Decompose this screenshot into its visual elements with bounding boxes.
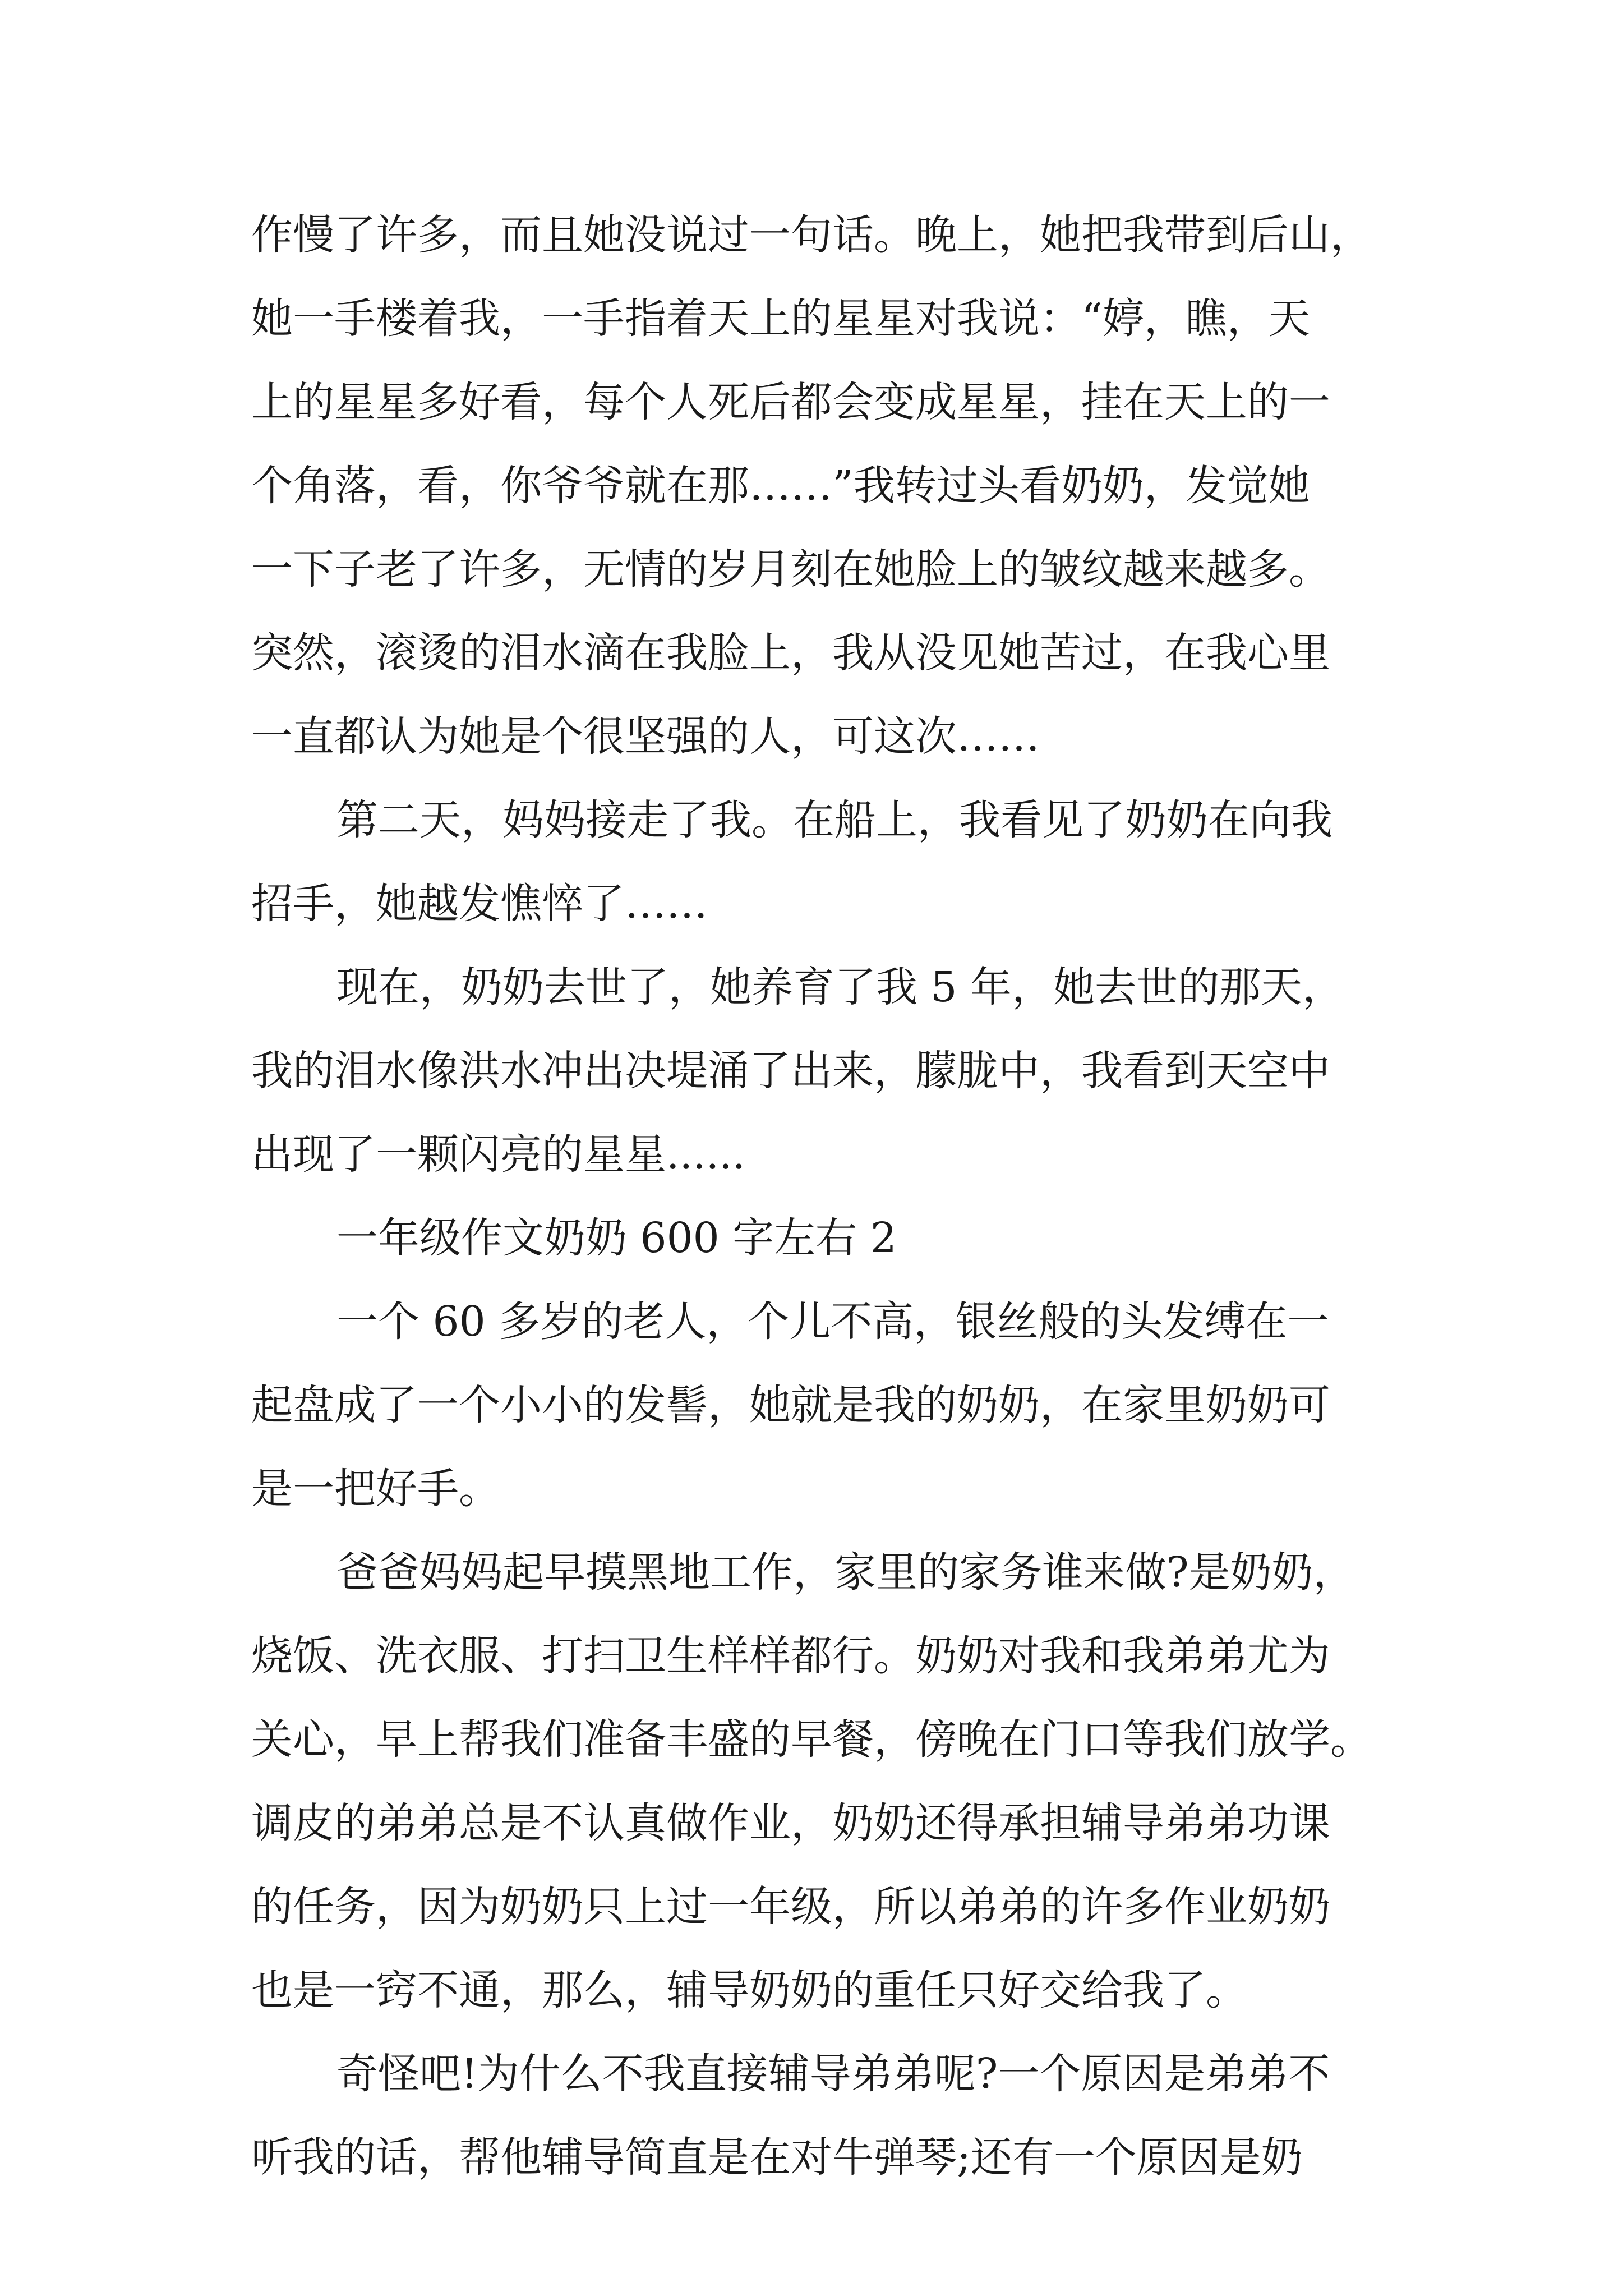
text-line: 一下子老了许多，无情的岁月刻在她脸上的皱纹越来越多。 (251, 545, 1330, 593)
text-line: 的任务，因为奶奶只上过一年级，所以弟弟的许多作业奶奶 (251, 1883, 1330, 1931)
text-line: 个角落，看，你爷爷就在那……”我转过头看奶奶，发觉她 (251, 462, 1310, 510)
text-line: 听我的话，帮他辅导简直是在对牛弹琴;还有一个原因是奶 (251, 2133, 1303, 2182)
text-line: 上的星星多好看，每个人死后都会变成星星，挂在天上的一 (251, 378, 1330, 426)
section-heading: 一年级作文奶奶 600 字左右 2 (336, 1214, 897, 1262)
text-line: 她一手楼着我，一手指着天上的星星对我说：“婷，瞧，天 (251, 295, 1310, 343)
text-line: 作慢了许多，而且她没说过一句话。晚上，她把我带到后山， (251, 211, 1372, 259)
text-line: 我的泪水像洪水冲出决堤涌了出来，朦胧中，我看到天空中 (251, 1047, 1330, 1095)
text-line: 第二天，妈妈接走了我。在船上，我看见了奶奶在向我 (336, 796, 1332, 844)
text-line: 一个 60 多岁的老人，个儿不高，银丝般的头发缚在一 (336, 1297, 1329, 1346)
text-line: 也是一窍不通，那么，辅导奶奶的重任只好交给我了。 (251, 1966, 1247, 2014)
text-line: 是一把好手。 (251, 1465, 500, 1513)
text-line: 奇怪吧!为什么不我直接辅导弟弟呢?一个原因是弟弟不 (336, 2050, 1330, 2098)
text-line: 关心，早上帮我们准备丰盛的早餐，傍晚在门口等我们放学。 (251, 1715, 1372, 1764)
text-line: 爸爸妈妈起早摸黑地工作，家里的家务谁来做?是奶奶， (336, 1548, 1355, 1596)
text-line: 烧饭、洗衣服、打扫卫生样样都行。奶奶对我和我弟弟尤为 (251, 1632, 1330, 1680)
text-line: 突然，滚烫的泪水滴在我脸上，我从没见她苦过，在我心里 (251, 629, 1330, 677)
text-line: 出现了一颗闪亮的星星...... (251, 1130, 746, 1179)
text-line: 一直都认为她是个很坚强的人，可这次…… (251, 712, 1040, 761)
text-line: 现在，奶奶去世了，她养育了我 5 年，她去世的那天， (336, 963, 1344, 1011)
text-line: 调皮的弟弟总是不认真做作业，奶奶还得承担辅导弟弟功课 (251, 1799, 1330, 1847)
text-line: 起盘成了一个小小的发髻，她就是我的奶奶，在家里奶奶可 (251, 1381, 1330, 1429)
text-line: 招手，她越发憔悴了…… (251, 880, 708, 928)
